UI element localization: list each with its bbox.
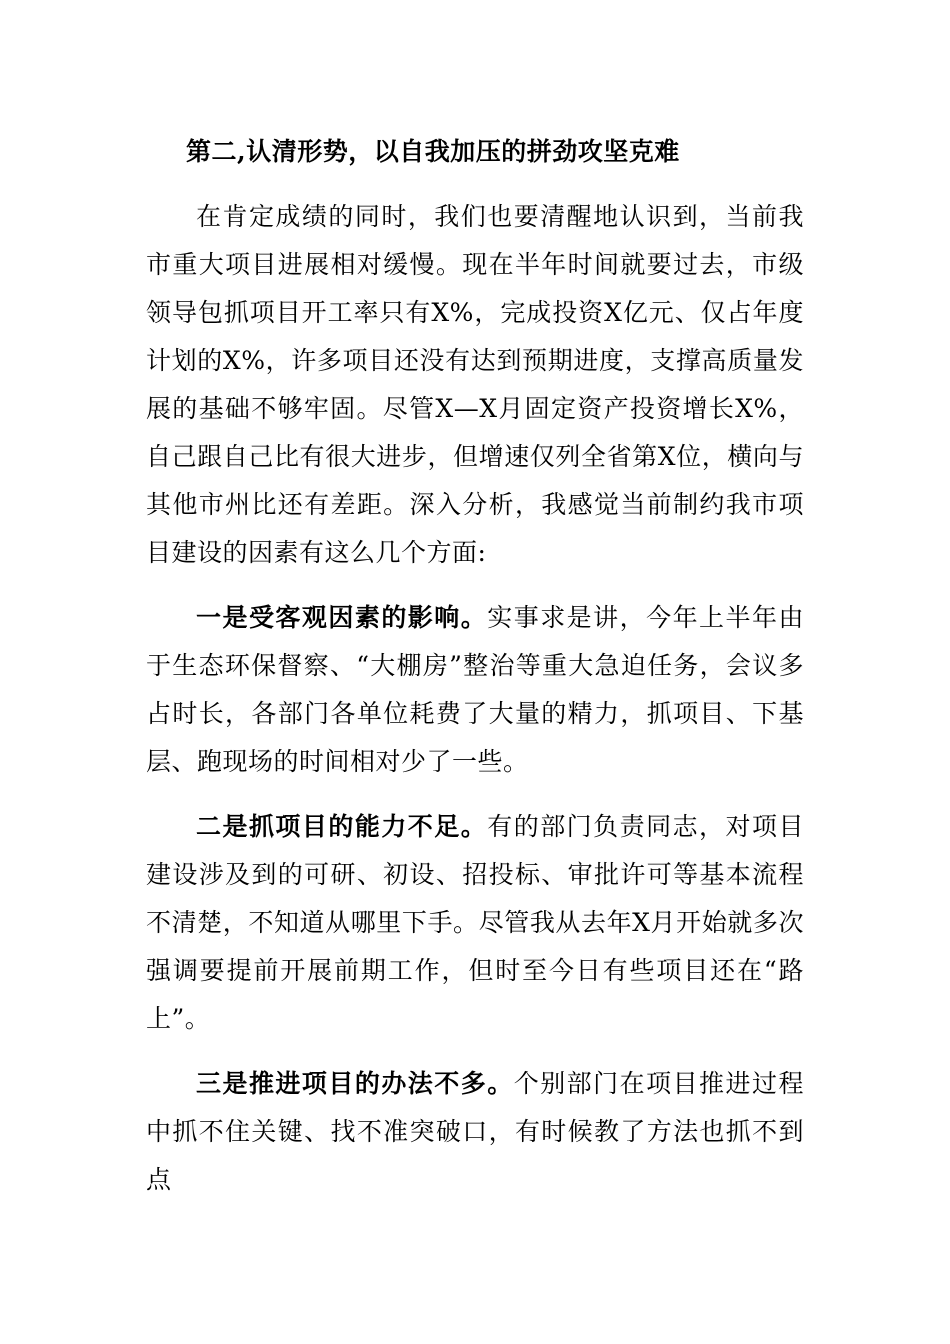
intro-paragraph: 在肯定成绩的同时，我们也要清醒地认识到，当前我市重大项目进展相对缓慢。现在半年时间就要过去，市级领导包抓项目开工率只有X%，完成投资X亿元、仅占年度计划的X%，许多项目还没有达到预期进度，支撑高质量发展的基础不够牢固。尽管X—X月固定资产投资增长X%，自己跟自己比有很大进步，但增速仅列全省第X位，横向与其他市州比还有差距。深入分析，我感觉当前制约我市项目建设的因素有这么几个方面: <box>146 202 804 567</box>
point-lead-3: 三是推进项目的办法不多。 <box>196 1069 514 1098</box>
point-text-1: 实事求是讲，今年上半年由于生态环保督察、“大棚房”整治等重大急迫任务，会议多占时长，各部门各单位耗费了大量的精力，抓项目、下基层、跑现场的时间相对少了一些。 <box>146 603 804 776</box>
point-lead-2: 二是抓项目的能力不足。 <box>196 812 488 841</box>
document-body <box>146 128 804 1204</box>
point-lead-1: 一是受客观因素的影响。 <box>196 603 488 632</box>
point-paragraph-3 <box>146 1060 804 1204</box>
point-text-2: 有的部门负责同志，对项目建设涉及到的可研、初设、招投标、审批许可等基本流程不清楚，不知道从哪里下手。尽管我从去年X月开始就多次强调要提前开展前期工作，但时至今日有些项目还在“路上”。 <box>146 812 804 1033</box>
point-paragraph-2 <box>146 803 804 1043</box>
point-paragraph-1 <box>146 594 804 786</box>
section-heading: 第二,认清形势，以自我加压的拼劲攻坚克难 <box>186 137 680 166</box>
point-text-3: 个别部门在项目推进过程中抓不住关键、找不准突破口，有时候教了方法也抓不到点 <box>146 1069 804 1194</box>
